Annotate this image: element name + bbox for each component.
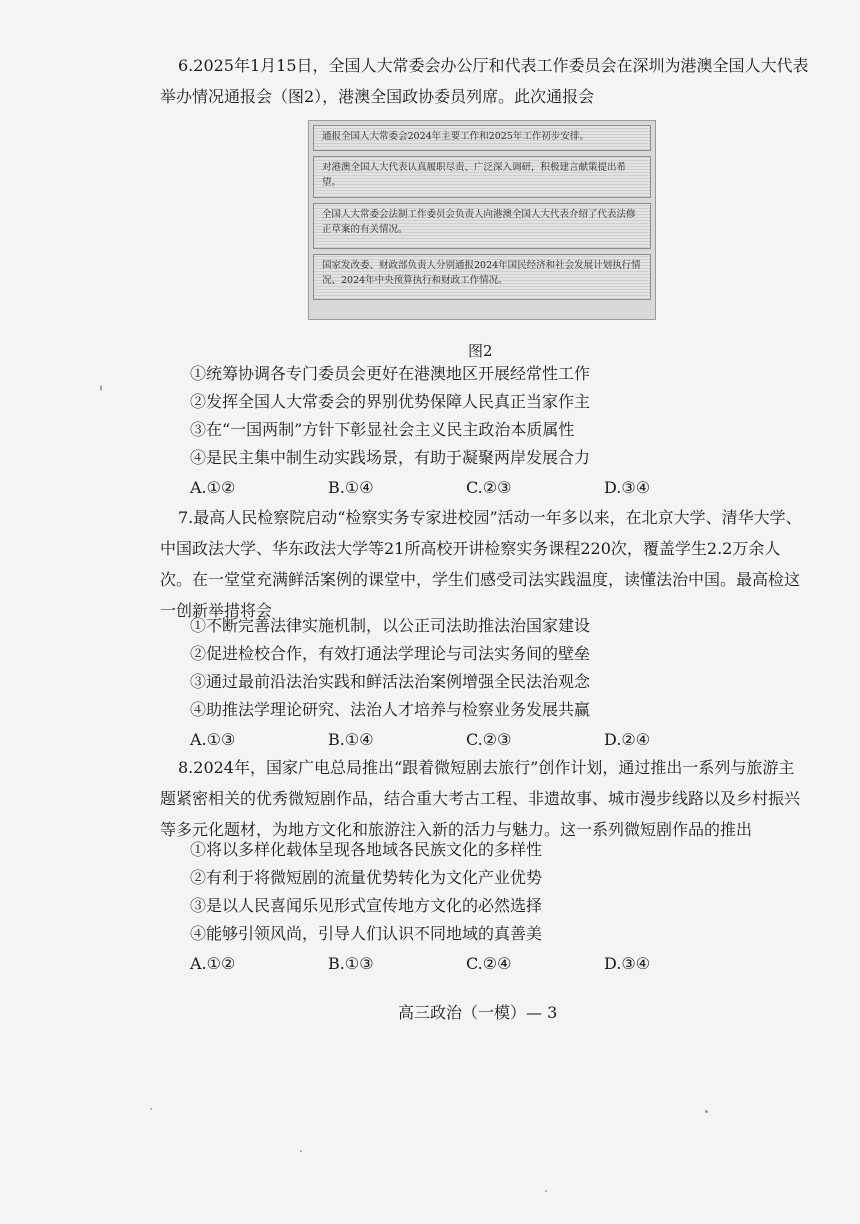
figure-caption: 图2 (468, 342, 493, 360)
choice-d: D.②④ (604, 730, 651, 749)
figure-item: 全国人大常委会法制工作委员会负责人向港澳全国人大代表介绍了代表法修正草案的有关情况。 (313, 203, 651, 249)
choice-d: D.③④ (604, 954, 651, 973)
option: ③是以人民喜闻乐见形式宣传地方文化的必然选择 (190, 896, 543, 915)
figure-item: 通报全国人大常委会2024年主要工作和2025年工作初步安排。 (313, 125, 651, 151)
scan-speck (300, 1150, 302, 1152)
choice-c: C.②③ (466, 730, 512, 749)
question-6-stem: 6.2025年1月15日，全国人大常委会办公厅和代表工作委员会在深圳为港澳全国人大代表举办情况通报会（图2），港澳全国政协委员列席。此次通报会 (160, 56, 809, 106)
answer-choices (190, 730, 810, 754)
question-8-stem: 8.2024年，国家广电总局推出“跟着微短剧去旅行”创作计划，通过推出一系列与旅游主题紧密相关的优秀微短剧作品，结合重大考古工程、非遗故事、城市漫步线路以及乡村振兴等多元化题材，为地方文化和旅游注入新的活力与魅力。这一系列微短剧作品的推出 (160, 758, 801, 839)
page-footer: 高三政治（一模）— 3 (398, 1003, 558, 1022)
choice-c: C.②③ (466, 478, 512, 497)
answer-choices (190, 478, 810, 502)
option: ①不断完善法律实施机制，以公正司法助推法治国家建设 (190, 616, 591, 635)
choice-b: B.①④ (328, 730, 374, 749)
scan-speck (100, 385, 102, 391)
option: ③在“一国两制”方针下彰显社会主义民主政治本质属性 (190, 420, 575, 439)
choice-a: A.①② (190, 954, 236, 973)
figure-item: 对港澳全国人大代表认真履职尽责、广泛深入调研，积极建言献策提出希望。 (313, 156, 651, 198)
figure-item: 国家发改委、财政部负责人分别通报2024年国民经济和社会发展计划执行情况、2024年中央预算执行和财政工作情况。 (313, 254, 651, 300)
choice-b: B.①④ (328, 478, 374, 497)
question-7-stem: 7.最高人民检察院启动“检察实务专家进校园”活动一年多以来，在北京大学、清华大学、中国政法大学、华东政法大学等21所高校开讲检察实务课程220次，覆盖学生2.2万余人次。在一堂堂充满鲜活案例的课堂中，学生们感受司法实践温度，读懂法治中国。最高检这一创新举措将会 (160, 508, 802, 620)
choice-a: A.①② (190, 478, 236, 497)
scan-speck (150, 1108, 152, 1110)
choice-d: D.③④ (604, 478, 651, 497)
option: ①统筹协调各专门委员会更好在港澳地区开展经常性工作 (190, 364, 591, 383)
option: ②发挥全国人大常委会的界别优势保障人民真正当家作主 (190, 392, 591, 411)
option: ④是民主集中制生动实践场景，有助于凝聚两岸发展合力 (190, 448, 591, 467)
answer-choices (190, 954, 810, 978)
scan-speck (705, 1110, 708, 1113)
option: ②促进检校合作，有效打通法学理论与司法实务间的壁垒 (190, 644, 591, 663)
figure-2 (308, 120, 656, 320)
choice-b: B.①③ (328, 954, 374, 973)
option: ②有利于将微短剧的流量优势转化为文化产业优势 (190, 868, 543, 887)
choice-c: C.②④ (466, 954, 512, 973)
choice-a: A.①③ (190, 730, 236, 749)
option: ④能够引领风尚，引导人们认识不同地域的真善美 (190, 924, 543, 943)
option: ①将以多样化载体呈现各地域各民族文化的多样性 (190, 840, 543, 859)
option: ③通过最前沿法治实践和鲜活法治案例增强全民法治观念 (190, 672, 591, 691)
scan-speck (545, 1190, 547, 1192)
option: ④助推法学理论研究、法治人才培养与检察业务发展共赢 (190, 700, 591, 719)
